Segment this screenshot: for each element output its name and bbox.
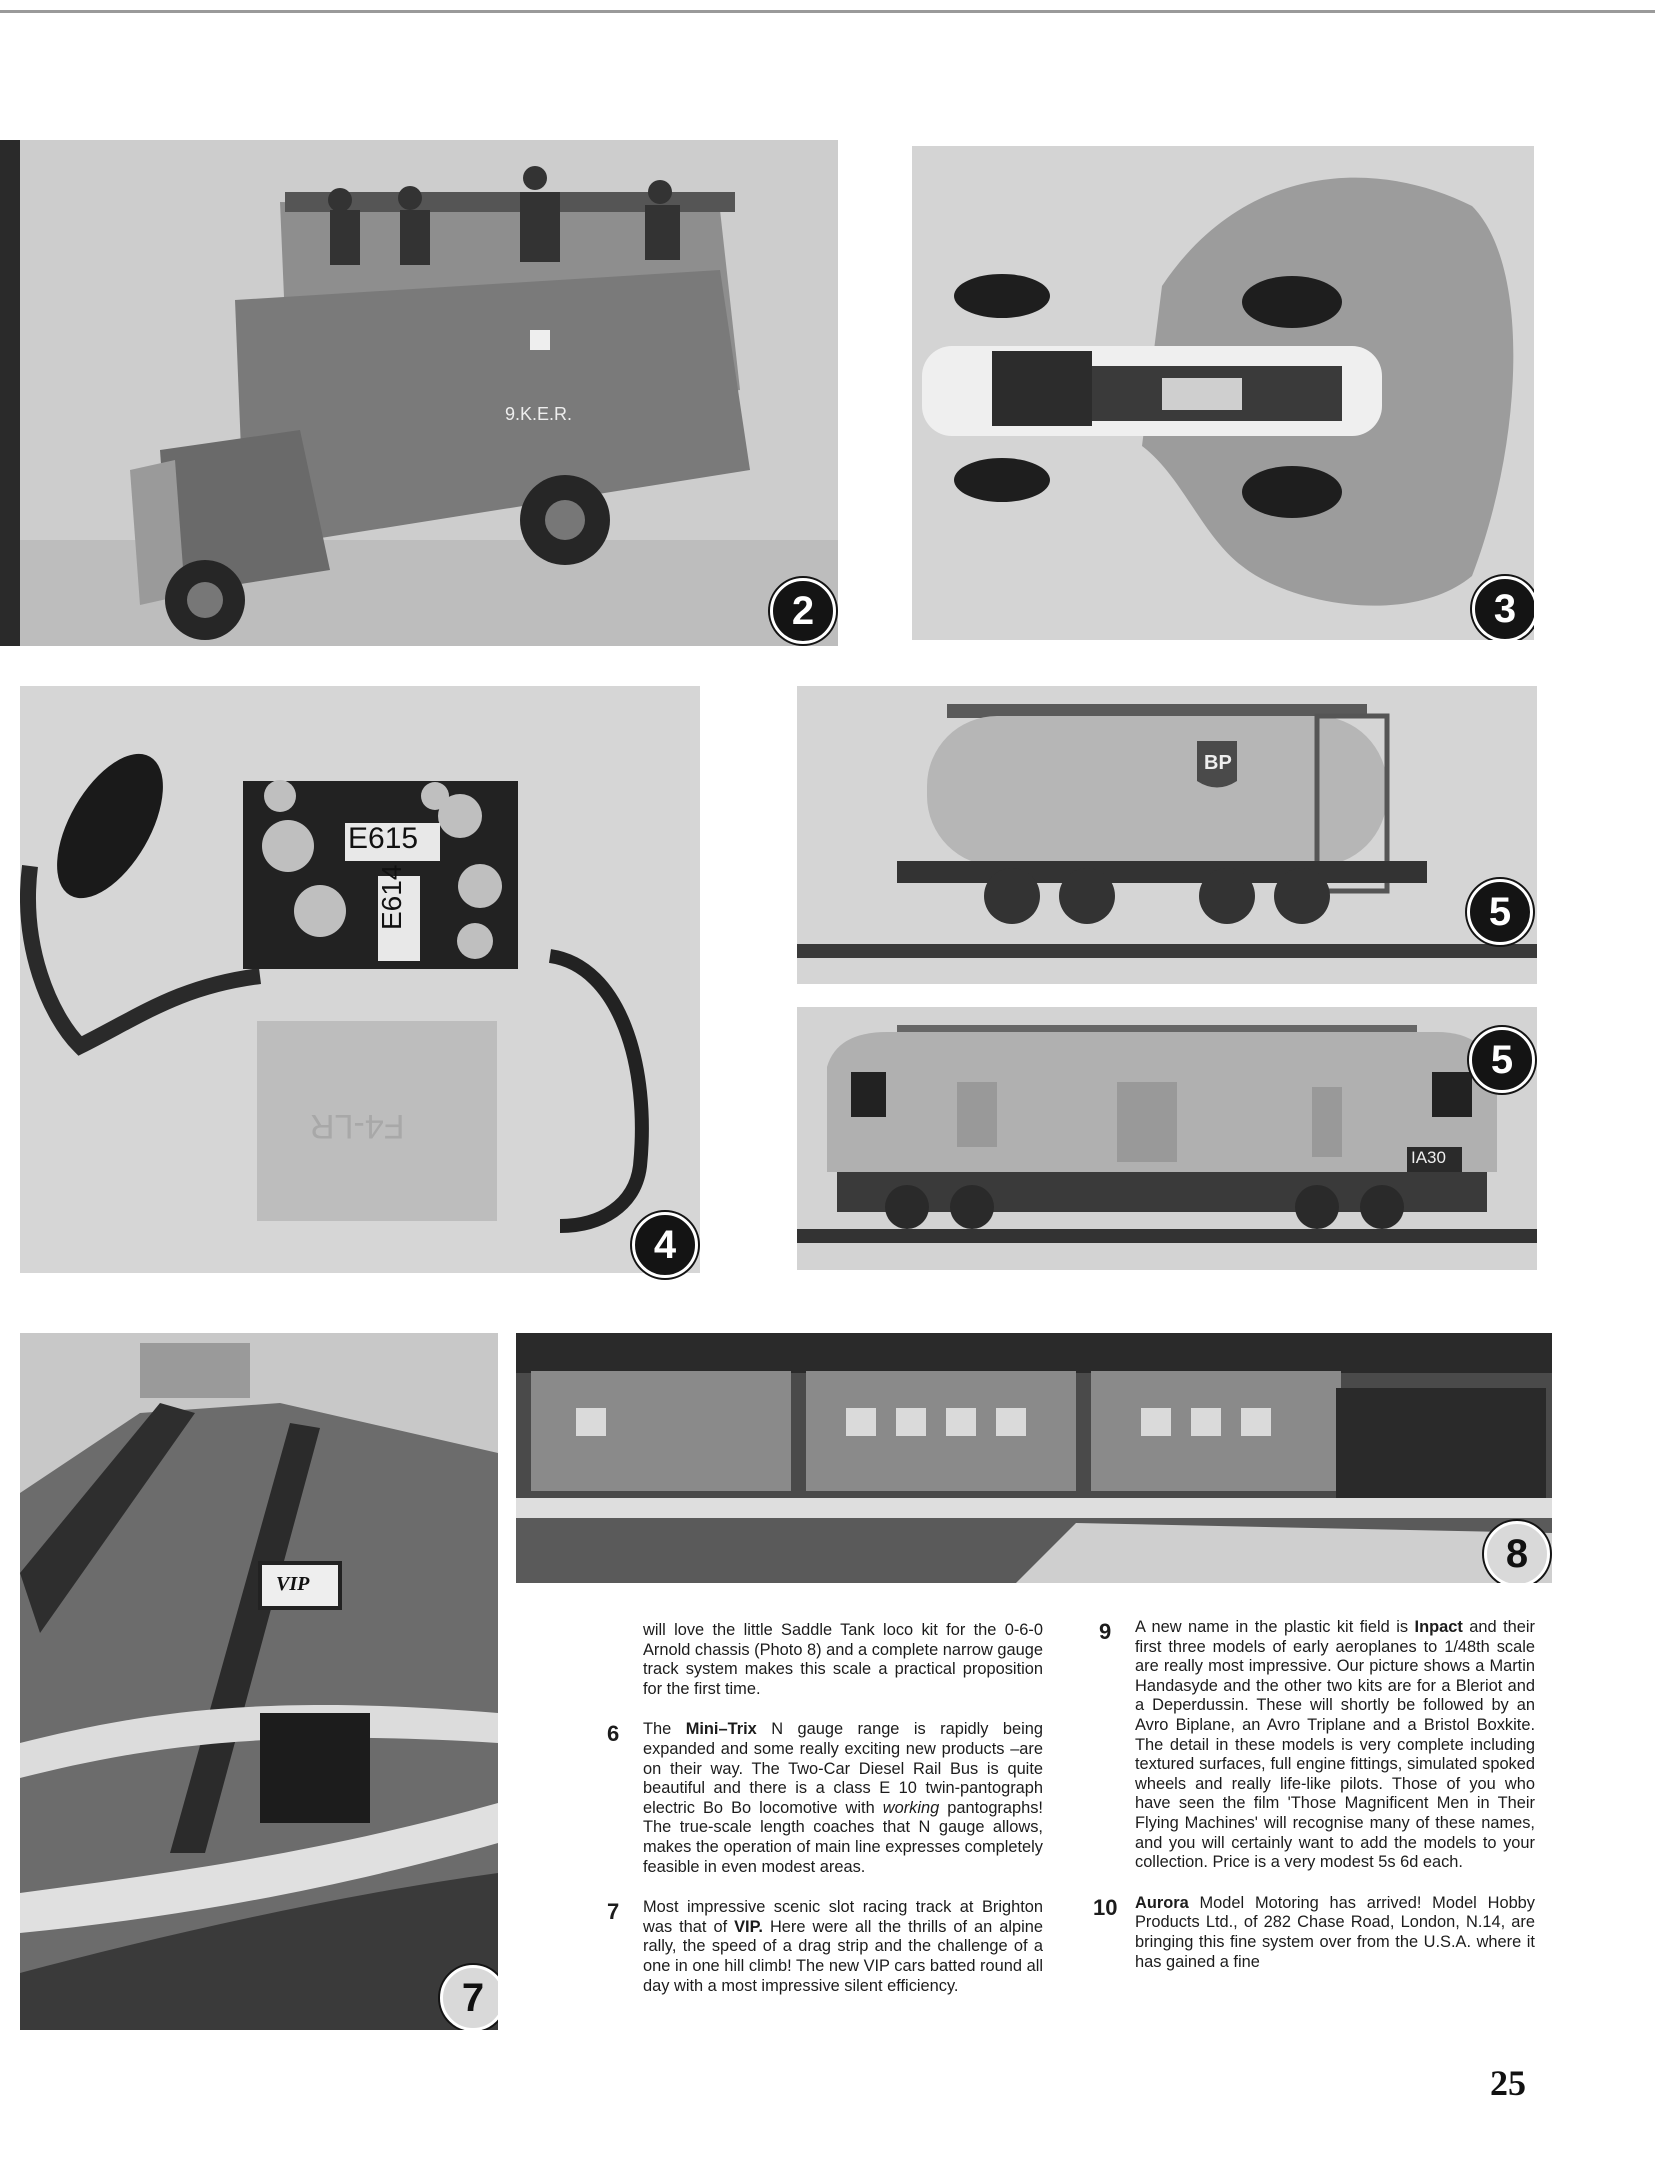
bp-logo: BP — [1204, 752, 1232, 774]
photo-number-badge: 8 — [1484, 1521, 1550, 1583]
paragraph-text: A new name in the plastic kit field is — [1135, 1618, 1415, 1636]
paragraph-continued: will love the little Saddle Tank loco kit for the 0-6-0 Arnold chassis (Photo 8) and a complete narrow gauge track system makes this scale a practical proposition for the first time. — [643, 1621, 1043, 1698]
photo-vip-slot-track — [20, 1333, 498, 2030]
photo-diesel-locomotive — [797, 1007, 1537, 1270]
paragraph-7 — [607, 1898, 1044, 1996]
diesel-loco-illustration — [797, 1007, 1537, 1270]
plate-label: F4-LR — [310, 1107, 405, 1145]
photo-number-badge: 7 — [440, 1965, 498, 2030]
brand-name: VIP. — [734, 1917, 763, 1936]
chip-label-e614: E614 — [376, 864, 407, 930]
chip-label-e615: E615 — [348, 822, 419, 855]
photo-number-badge: 2 — [770, 578, 836, 644]
paragraph-text: pantographs! The true-scale length coaches that N gauge allows, makes the operation of main line expresses completely feasible in even modest areas. — [643, 1798, 1043, 1876]
bus-illustration — [0, 140, 838, 646]
emphasis-text: working — [882, 1798, 940, 1817]
article-column-right — [1093, 1618, 1535, 1993]
photo-bp-tank-wagon — [797, 686, 1537, 984]
photo-number-badge: 4 — [632, 1212, 698, 1278]
brand-name: Mini–Trix — [685, 1720, 757, 1739]
paragraph-text: Here were all the thrills of an alpine rally, the speed of a drag strip and the challenge of a one in one hill climb! The new VIP cars batted round all day with a most impressive silent efficiency. — [643, 1917, 1044, 1995]
slot-track-illustration — [20, 1333, 498, 2030]
paragraph-9 — [1099, 1618, 1535, 1873]
loco-number-plate: IA30 — [1411, 1148, 1446, 1167]
photo-narrow-gauge-train — [516, 1333, 1552, 1583]
paragraph-text: N gauge range is rapidly being expanded and some really exciting new products –are on their way. The Two-Car Diesel Rail Bus is quite beautiful and there is a class E 10 twin-pantograph electric Bo Bo locomotive with — [643, 1720, 1043, 1817]
page-number: 25 — [1490, 2063, 1526, 2103]
article-column-left — [607, 1621, 1044, 2017]
paragraph-number: 10 — [1093, 1894, 1118, 1920]
photo-number-badge: 5 — [1469, 1027, 1535, 1093]
photo-number-badge: 3 — [1472, 576, 1534, 640]
paragraph-text: and their first three models of early aeroplanes to 1/48th scale are really most impressive. Our picture shows a Martin Handasyde and the other two kits are for a Bleriot and a Deperdussin. These will shortly be followed by an Avro Biplane, an Avro Triplane and a Bristol Boxkite. The detail in these models is very complete including textured surfaces, full engine fittings, simulated spoked wheels and really life-like pilots. Those of you who have seen the film 'Those Magnificent Men in Their Flying Machines' will recognise many of these names, and you will certainly want to add the models to your collection. Price is a very modest 5s 6d each. — [1135, 1618, 1535, 1872]
brand-name: Inpact — [1414, 1618, 1463, 1636]
electronic-module-illustration — [20, 686, 700, 1273]
tank-wagon-illustration — [797, 686, 1537, 984]
brand-name: Aurora — [1135, 1893, 1189, 1912]
paragraph-text: Model Motoring has arrived! Model Hobby Products Ltd., of 282 Chase Road, London, N.14, are bringing this fine system over from the U.S.A. where it has gained a fine — [1135, 1893, 1535, 1971]
paragraph-number: 9 — [1099, 1619, 1112, 1644]
paragraph-text: The — [643, 1720, 686, 1739]
photo-number-badge: 5 — [1467, 879, 1533, 945]
slot-car-illustration — [912, 146, 1534, 640]
narrow-gauge-train-illustration — [516, 1333, 1552, 1583]
paragraph-text: Most impressive scenic slot racing track at Brighton was that of — [643, 1898, 1043, 1936]
photo-electronic-module — [20, 686, 700, 1273]
paragraph-number: 7 — [607, 1899, 620, 1925]
svg-text:9.K.E.R.: 9.K.E.R. — [505, 404, 573, 424]
vip-sign: VIP — [276, 1573, 310, 1595]
photo-bus — [0, 140, 838, 646]
paragraph-number: 6 — [607, 1721, 620, 1747]
photo-slot-car — [912, 146, 1534, 640]
paragraph-10 — [1093, 1893, 1535, 1972]
top-rule — [0, 10, 1655, 13]
paragraph-6 — [607, 1720, 1043, 1877]
